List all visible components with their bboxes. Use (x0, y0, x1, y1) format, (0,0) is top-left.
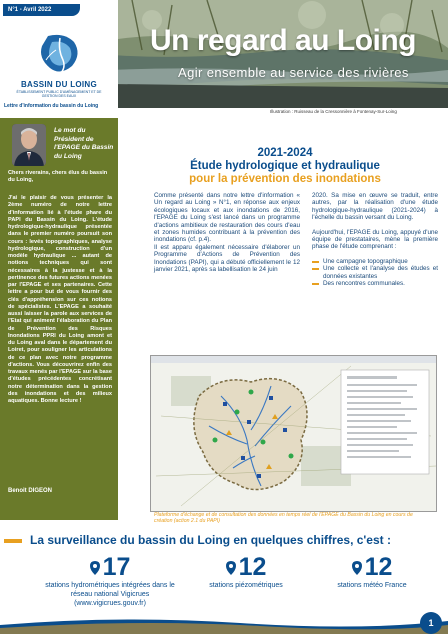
stats-title: La surveillance du bassin du Loing en quelques chiffres, c'est : (30, 533, 391, 547)
stat-piezometric (196, 553, 296, 590)
article-column-1 (154, 192, 300, 273)
editorial-title: Le mot du Président de l'EPAGE du Bassin du Loing (54, 127, 114, 160)
article-paragraph: Aujourd'hui, l'EPAGE du Loing, appuyé d'une équipe de prestataires, mène la première phase de l'étude comprenant : (312, 228, 438, 251)
list-item: Une campagne topographique (312, 258, 438, 265)
editorial-body: J'ai le plaisir de vous présenter la 2ème numéro de notre lettre d'information lié à l'étude phare du PAPI du Bassin du Loing. L'étude hydrologique-hydraulique présentée dans le premier numéro poursuit son cours : levés topographiques, analyse hydrologique, construction d'un modèle hydraulique ... autant de notions techniques qui sont nécessaires à la justesse et à la pertinence des futures actions menées par l'EPAGE et ses partenaires. Cette lettre a pour but de vous fournir des clés d'appréhension sur ces notions de spécialistes. L'EPAGE a souhaité aussi laisser la parole aux services de l'Etat qui animent l'élaboration du Plan de Prévention des Risques Inondations PPRI du Loing amont et du Loing aval dans le département du Loiret, pour souligner les articulations de ce plan avec notre programme d'actions. Vous découvrirez enfin des travaux menés par l'EPAGE sur la base d'études précédentes concrétisant notre détermination dans la gestion des inondations et des milieux aquatiques. Bonne lecture ! (8, 195, 112, 404)
footer-wave (0, 613, 448, 634)
article-paragraph: Comme présenté dans notre lettre d'information « Un regard au Loing » N°1, en réponse aux enjeux écologiques locaux et aux inondations de 2016, l'EPAGE du Loing s'est lancé dans un programme d'actions ambitieux de restauration des cours d'eau et zones humides contribuant à la prévention des inondations (cf. p.4). (154, 192, 300, 244)
article-heading (130, 147, 440, 186)
stats-accent-icon (4, 536, 22, 546)
editorial-greeting: Chers riverains, chers élus du bassin du Loing, (8, 170, 108, 183)
logo-name: BASSIN DU LOING (20, 80, 98, 89)
issue-badge: N°1 - Avril 2022 (3, 4, 80, 16)
stat-meteo (322, 553, 422, 590)
stat-number: 12 (238, 553, 267, 581)
stat-label: stations hydrométriques intégrées dans le réseau national Vigicrues (www.vigicrues.gouv.fr) (45, 582, 175, 607)
basin-logo-icon (30, 30, 90, 78)
article-title: Étude hydrologique et hydraulique (190, 160, 380, 172)
letter-label: Lettre d'information du bassin du Loing (4, 103, 99, 109)
map-caption: Plateforme d'échange et de consultation des données en temps réel de l'EPAGE du Bassin du Loing en cours de création (action 2.1 du PAPI) (154, 512, 413, 525)
stat-hydrometric (40, 553, 180, 608)
map-pin-icon (352, 561, 362, 575)
stat-label: stations météo France (337, 582, 407, 589)
newsletter-subtitle: Agir ensemble au service des rivières (178, 65, 409, 80)
editorial-signature: Benoit DIGEON (8, 488, 53, 494)
photo-caption: Illustration : Ruisseau de la Cressonnière à Fontenay-Sur-Loing (270, 109, 397, 114)
stat-number: 17 (102, 553, 131, 581)
map-pin-icon (90, 561, 100, 575)
map-pin-icon (226, 561, 236, 575)
list-item: Une collecte et l'analyse des études et données existantes (312, 265, 438, 280)
header (0, 0, 448, 118)
study-phase-list (312, 258, 438, 288)
article-column-2 (312, 192, 438, 287)
article-title-accent: pour la prévention des inondations (189, 173, 381, 185)
president-editorial (0, 118, 118, 520)
list-item: Des rencontres communales. (312, 280, 438, 287)
article-years: 2021-2024 (257, 147, 313, 159)
stat-number: 12 (364, 553, 393, 581)
page-number: 1 (420, 612, 442, 634)
logo-subtitle: ÉTABLISSEMENT PUBLIC D'AMÉNAGEMENT ET DE GESTION DES EAUX (16, 90, 102, 98)
data-platform-map (150, 355, 437, 512)
president-portrait (12, 124, 46, 166)
newsletter-title: Un regard au Loing (150, 24, 417, 57)
article-paragraph: Il est apparu également nécessaire d'élaborer un Programme d'Actions de Prévention des Inondations (PAPI), qui a débuté officiellement le 12 janvier 2021, après sa labellisation le 24 juin (154, 243, 300, 274)
stat-label: stations piézométriques (209, 582, 283, 589)
logo-panel (0, 0, 118, 118)
article-paragraph: 2020. Sa mise en œuvre se traduit, entre autres, par la réalisation d'une étude hydrologique-hydraulique (2021-2024) à l'échelle du bassin versant du Loing. (312, 192, 438, 222)
